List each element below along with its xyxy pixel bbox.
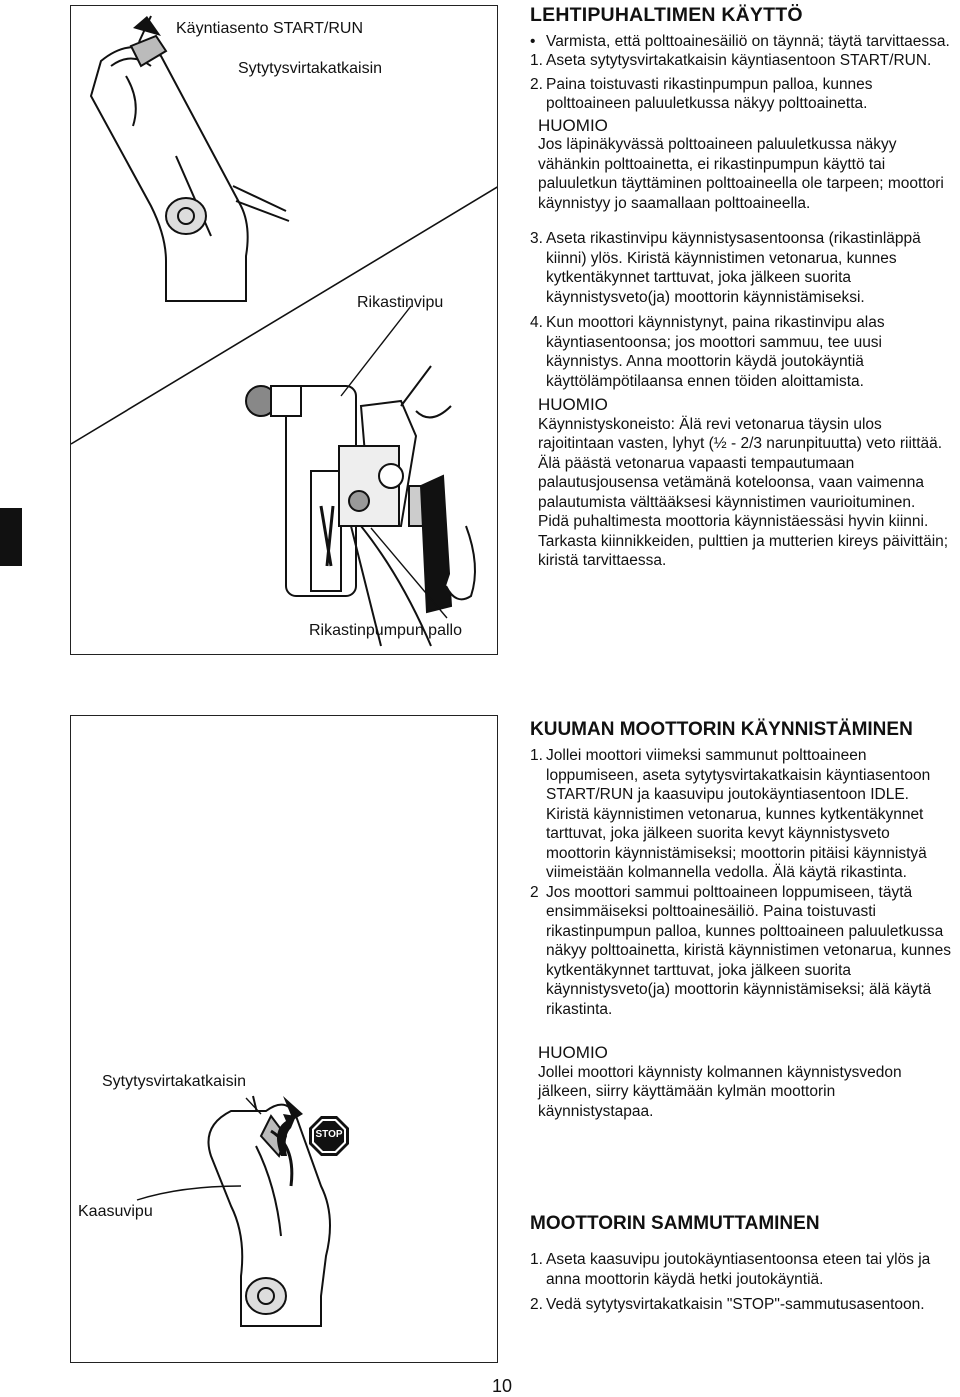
step-2: 2. Paina toistuvasti rikastinpumpun palloa, kunnes polttoaineen paluuletkussa näkyy polttoainetta. [530, 75, 873, 112]
bullet-text: Varmista, että polttoainesäiliö on täynnä; täytä tarvittaessa. [546, 32, 950, 50]
note-2: HUOMIO Käynnistyskoneisto: Älä revi vetonarua täysin ulos rajoitintaan vasten, lyhyt (½ - 2/3 narunpituutta) veto riittää. Älä päästä vetonarua vapaasti tempautumaan palautusjousensa vetämänä koteloonsa, vaan vaimenna palautumista välttääksesi käynnistimen vaurioituminen. Pidä puhaltimesta moottoria käynnistäessäsi hyvin kiinni. Tarkasta kiinnikkeiden, pulttien ja mutterien kireys päivittäin; kiristä tarvittaessa. [530, 395, 952, 571]
section-title: KUUMAN MOOTTORIN KÄYNNISTÄMINEN [530, 719, 913, 740]
note-text: Jos läpinäkyvässä polttoaineen paluuletkussa näkyy vähänkin polttoainetta, ei rikastinpumpun käyttö tai paluuletkun täyttäminen polttoaineella ole tarpeen; moottori käynnistyy jo saamallaan polttoaineella. [538, 136, 944, 212]
label-start-run: Käyntiasento START/RUN [176, 20, 364, 37]
bullet-icon: • [530, 32, 536, 50]
label-choke-lever: Rikastinvipu [357, 294, 444, 311]
figure-stop [70, 715, 498, 1363]
note-title: HUOMIO [538, 115, 608, 135]
section-engine-stop [530, 1212, 952, 1315]
section-title: LEHTIPUHALTIMEN KÄYTTÖ [530, 4, 803, 26]
step-4: 4. Kun moottori käynnistynyt, paina rikastinvipu alas käyntiasentoonsa; jos moottori sammuu, tee uusi käynnistys. Anna moottorin käydä joutokäyntiä käyttölämpötilaansa ennen töiden aloittamista. [530, 314, 885, 390]
note-1 [530, 116, 952, 214]
handle-and-carburetor-illustration [71, 6, 498, 655]
note-title: HUOMIO [538, 1043, 608, 1062]
step-3: 3. Aseta rikastinvipu käynnistysasentoonsa (rikastinläppä kiinni) ylös. Kiristä käynnistimen vetonarua, kunnes kytkentäkynnet tarttuvat, joka jälkeen suorita käynnistysveto(ja) moottorin käynnistämiseksi. [530, 230, 921, 306]
section-title: MOOTTORIN SAMMUTTAMINEN [530, 1213, 820, 1234]
label-throttle-lever: Kaasuvipu [78, 1203, 153, 1220]
step-2: 2 Jos moottori sammui polttoaineen loppumiseen, täytä ensimmäiseksi polttoainesäiliö. Paina toistuvasti rikastinpumpun palloa, kunnes polttoaineen paluuletkussa näkyy polttoainetta, kiristä käynnistimen vetonarua, kunnes kytkentäkynnet tarttuvat, joka jälkeen suorita käynnistysveto(ja) moottorin käynnistämiseksi; älä käytä rikastinta. [530, 883, 951, 1018]
chapter-tab-marker [0, 508, 22, 566]
handle-stop-illustration [71, 716, 498, 1363]
section-hot-start [530, 718, 952, 1121]
note-title: HUOMIO [538, 395, 608, 414]
step-2: 2. Vedä sytytysvirtakatkaisin "STOP"-sammutusasentoon. [530, 1296, 925, 1313]
step-1: 1. Aseta kaasuvipu joutokäyntiasentoonsa eteen tai ylös ja anna moottorin käydä hetki joutokäyntiä. [530, 1251, 931, 1288]
page-number: 10 [492, 1376, 513, 1396]
label-ignition-switch: Sytytysvirtakatkaisin [238, 60, 383, 77]
figure-start-run [70, 5, 498, 655]
bullet-item [530, 32, 952, 52]
step-1: 1. Aseta sytytysvirtakatkaisin käyntiasentoon START/RUN. [530, 52, 932, 69]
section-blower-use [530, 6, 952, 571]
step-1: 1. Jollei moottori viimeksi sammunut polttoaineen loppumiseen, aseta sytytysvirtakatkaisin käyntiasentoon START/RUN ja kaasuvipu joutokäyntiasentoon IDLE. Kiristä käynnistimen vetonarua, kunnes kytkentäkynnet tarttuvat, joka jälkeen suorita kevyt käynnistysveto moottorin käynnistämiseksi; moottorin pitäisi käynnistyä viimeistään kolmannella vedolla. Älä käytä rikastinta. [530, 747, 931, 881]
stop-sign-text: STOP [315, 1129, 343, 1140]
label-primer-bulb: Rikastinpumpun pallo [309, 622, 462, 639]
label-ignition-switch-2: Sytytysvirtakatkaisin [102, 1073, 247, 1090]
note-3: HUOMIO Jollei moottori käynnisty kolmannen käynnistysvedon jälkeen, siirry käyttämään kylmän moottorin käynnistystapaa. [530, 1043, 952, 1121]
